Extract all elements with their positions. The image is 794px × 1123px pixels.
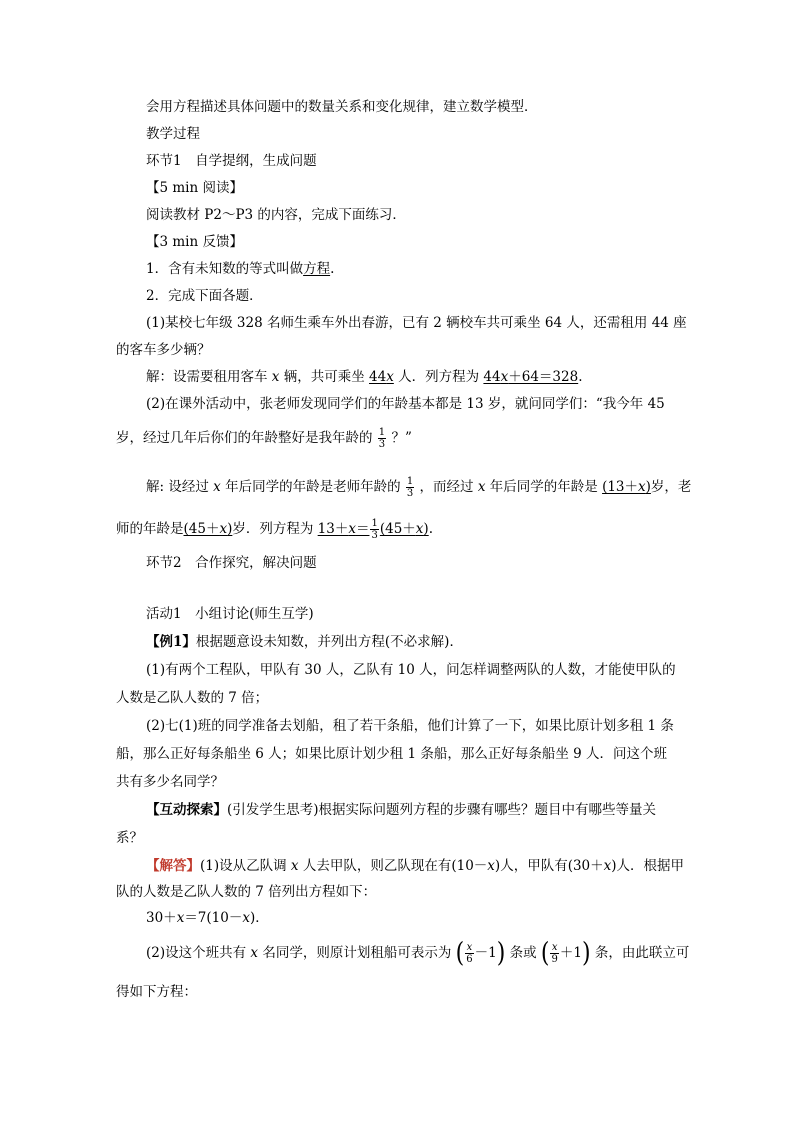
solution-1-blank-2	[483, 369, 578, 385]
solution-2-blank-1-a: (13＋	[602, 479, 639, 495]
item-1	[146, 259, 334, 279]
solution-2-text-g: 岁．列方程为	[232, 521, 314, 537]
solution-2-blank-2	[184, 521, 233, 537]
answer-line2: 队的人数是乙队人数的 7 倍列出方程如下：	[116, 884, 377, 900]
var-x: x	[487, 858, 495, 874]
right-paren: )	[581, 937, 591, 969]
equation-equals: ＝	[355, 521, 370, 537]
solution-1-blank-2-coef: 44	[483, 369, 501, 385]
problem-1-line1: (1)某校七年级 328 名师生乘车外出春游，已有 2 辆校车共可乘坐 64 人，还需租用 44 座	[146, 315, 687, 331]
example1-q2-line1: (2)七(1)班的同学准备去划船，租了若干条船，他们计算了一下，如果比原计划多租 1 条	[146, 718, 674, 734]
equation-1-part-a: 30＋	[146, 910, 177, 926]
fraction-x-over-9	[550, 942, 558, 965]
answer-equation-1	[146, 908, 269, 928]
var-x: x	[603, 858, 612, 874]
fraction-denominator: 3	[378, 439, 386, 450]
fraction-one-third	[370, 518, 378, 541]
var-x: x	[242, 910, 250, 926]
example1-label: 【例1】	[146, 634, 196, 650]
solution-2-text-d: 年后同学的年龄是	[489, 479, 598, 495]
solution-2-blank-1	[602, 479, 651, 495]
reading-time-label: 【5 min 阅读】	[146, 180, 243, 196]
solution-2-label: 解:	[146, 479, 165, 495]
example1-q2-line3: 共有多少名同学？	[116, 774, 224, 790]
fraction-one-third	[406, 476, 414, 499]
objective-text: 会用方程描述具体问题中的数量关系和变化规律，建立数学模型．	[146, 99, 538, 115]
answer-q2-text-a: (2)设这个班共有	[146, 945, 247, 961]
left-paren: (	[455, 937, 465, 969]
section-heading-teaching-process: 教学过程	[146, 126, 200, 142]
interactive-explore-label: 【互动探索】	[146, 802, 227, 818]
solution-2-period: .	[428, 521, 433, 537]
fraction-denominator: 3	[406, 488, 414, 499]
solution-1-text-a: 解：设需要租用客车	[146, 369, 268, 385]
answer-text-b: 人去甲队，则乙队现在有(10－	[302, 858, 488, 874]
solution-2-line1	[146, 476, 691, 499]
var-x: x	[290, 858, 299, 874]
solution-2-equation	[317, 518, 429, 541]
solution-1-period: .	[578, 369, 583, 385]
answer-text-c: )人，甲队有(30＋	[494, 858, 604, 874]
example1-q1-line1: (1)有两个工程队，甲队有 30 人，乙队有 10 人，问怎样调整两队的人数，才能使甲队的	[146, 662, 676, 678]
solution-2-text-e: 岁，老	[650, 479, 692, 495]
problem-2-closing-quote: ？”	[391, 430, 412, 446]
problem-1-line2: 的客车多少辆？	[116, 342, 211, 358]
item-1-text: 1．含有未知数的等式叫做	[146, 261, 304, 277]
problem-2-text: 岁，经过几年后你们的年龄整好是我年龄的	[116, 430, 373, 446]
equation-part-c: )	[423, 521, 429, 537]
fraction-denominator: 3	[371, 530, 378, 541]
solution-2-blank-2-a: (45＋	[183, 521, 220, 537]
solution-2-text-f: 师的年龄是	[116, 521, 184, 537]
solution-2-blank-2-b: )	[227, 521, 233, 537]
answer-line1	[146, 856, 684, 876]
var-x: x	[415, 521, 424, 537]
answer-q2-plus-one: ＋1	[559, 945, 582, 961]
problem-2-line1: (2)在课外活动中，张老师发现同学们的年龄基本都是 13 岁，就问同学们：“我今年 45	[146, 396, 665, 412]
answer-text-d: )人．根据甲	[611, 858, 685, 874]
solution-1-blank-2-rest: ＋64＝328	[508, 369, 579, 385]
interactive-explore	[146, 800, 656, 820]
right-paren: )	[496, 937, 506, 969]
fraction-numerator: 1	[406, 476, 414, 487]
fraction-numerator: 1	[371, 518, 378, 529]
var-x: x	[213, 479, 221, 495]
answer-q2-text-d: 条，由此联立可	[594, 945, 690, 961]
item-1-answer: 方程	[303, 261, 331, 277]
activity1-heading: 活动1 小组讨论(师生互学)	[146, 606, 314, 622]
solution-1-blank-1-coef: 44	[369, 369, 387, 385]
answer-q2-text-b: 名同学，则原计划租船可表示为	[262, 945, 452, 961]
solution-2-line2	[116, 518, 433, 541]
problem-2-line2	[116, 427, 412, 450]
solution-1	[146, 367, 582, 387]
equation-part-a: 13＋	[317, 521, 349, 537]
solution-1-text-c: 人．列方程为	[398, 369, 480, 385]
step1-heading: 环节1 自学提纲，生成问题	[146, 153, 317, 169]
fraction-numerator: x	[466, 942, 473, 953]
example1-q1-line2: 人数是乙队人数的 7 倍；	[116, 690, 269, 706]
solution-1-blank-1	[369, 369, 394, 385]
interactive-explore-line2: 系？	[116, 830, 143, 846]
answer-q2-minus-one: －1	[474, 945, 497, 961]
left-paren: (	[540, 937, 550, 969]
equation-part-b: (45＋	[379, 521, 416, 537]
var-x: x	[500, 369, 509, 385]
var-x: x	[638, 479, 646, 495]
solution-2-text-b: 年后同学的年龄是老师年龄的	[225, 479, 401, 495]
var-x: x	[477, 479, 486, 495]
var-x: x	[386, 369, 394, 385]
fraction-numerator: 1	[378, 427, 386, 438]
var-x: x	[176, 910, 185, 926]
answer-q2-line1	[146, 937, 690, 969]
fraction-denominator: 6	[466, 954, 473, 965]
fraction-numerator: x	[551, 942, 558, 953]
solution-2-blank-1-b: )	[645, 479, 651, 495]
interactive-explore-text: (引发学生思考)根据实际问题列方程的步骤有哪些？题目中有哪些等量关	[227, 802, 657, 818]
item-2: 2．完成下面各题．	[146, 288, 263, 304]
var-x: x	[219, 521, 228, 537]
example1-q2-line2: 船，那么正好每条船坐 6 人；如果比原计划少租 1 条船，那么正好每条船坐 9 人．问这个班	[116, 746, 668, 762]
fraction-x-over-6	[465, 942, 473, 965]
example1-intro	[146, 632, 463, 652]
example1-text: 根据题意设未知数，并列出方程(不必求解)．	[195, 634, 463, 650]
equation-1-part-c: )．	[249, 910, 269, 926]
solution-1-text-b: 辆，共可乘坐	[283, 369, 365, 385]
answer-q2-text-c: 条或	[509, 945, 537, 961]
item-1-period: .	[330, 261, 335, 277]
solution-2-text-a: 设经过	[168, 479, 209, 495]
equation-1-part-b: ＝7(10－	[184, 910, 243, 926]
var-x: x	[348, 521, 356, 537]
var-x: x	[271, 369, 280, 385]
solution-2-text-c: ，而经过	[419, 479, 474, 495]
var-x: x	[250, 945, 259, 961]
feedback-time-label: 【3 min 反馈】	[146, 234, 243, 250]
step2-heading: 环节2 合作探究，解决问题	[146, 555, 317, 571]
answer-label: 【解答】	[146, 858, 200, 874]
answer-text-a: (1)设从乙队调	[200, 858, 287, 874]
fraction-one-third	[378, 427, 386, 450]
reading-instruction: 阅读教材 P2～P3 的内容，完成下面练习．	[146, 207, 406, 223]
fraction-denominator: 9	[551, 954, 558, 965]
answer-q2-line2: 得如下方程：	[116, 984, 197, 1000]
